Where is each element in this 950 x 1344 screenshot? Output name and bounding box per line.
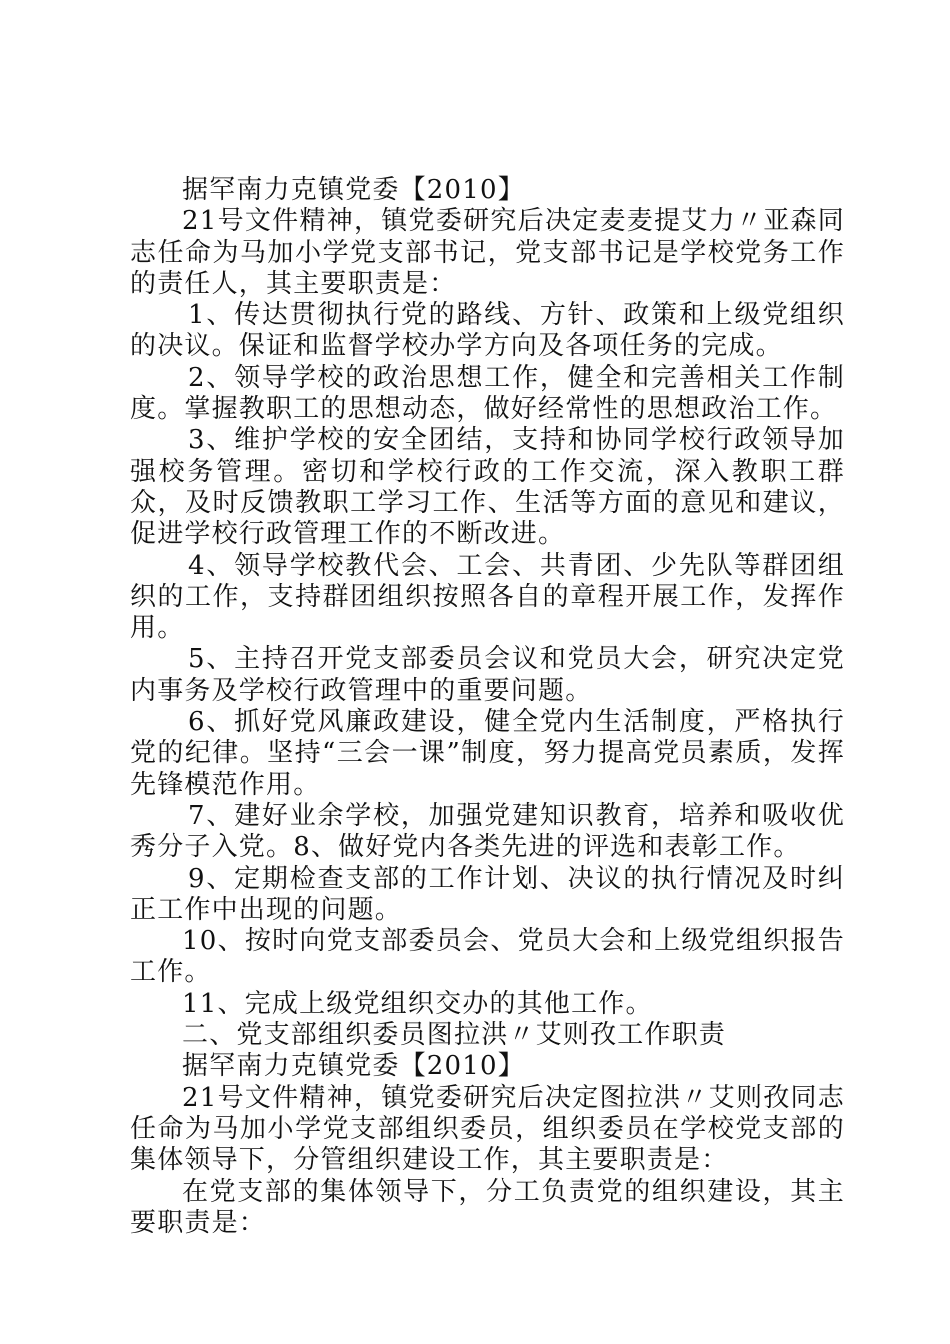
paragraph-duties-lead: 在党支部的集体领导下，分工负责党的组织建设，其主要职责是： [130,1176,845,1238]
document-page [0,175,950,1239]
duty-item-4: 4、领导学校教代会、工会、共青团、少先队等群团组织的工作，支持群团组织按照各自的章程开展工作，发挥作用。 [130,550,845,644]
paragraph-intro-2: 21号文件精神，镇党委研究后决定麦麦提艾力〃亚森同志任命为马加小学党支部书记，党支部书记是学校党务工作的责任人，其主要职责是： [130,206,845,299]
duty-item-2: 2、领导学校的政治思想工作，健全和完善相关工作制度。掌握教职工的思想动态，做好经常性的思想政治工作。 [130,362,845,425]
duty-item-6: 6、抓好党风廉政建设，健全党内生活制度，严格执行党的纪律。坚持“三会一课”制度，努力提高党员素质，发挥先锋模范作用。 [130,707,845,800]
section-heading-2: 二、党支部组织委员图拉洪〃艾则孜工作职责 [182,1020,727,1051]
paragraph-intro-3: 据罕南力克镇党委【2010】 [182,1051,525,1082]
duty-item-7-8: 7、建好业余学校，加强党建知识教育，培养和吸收优秀分子入党。8、做好党内各类先进的评选和表彰工作。 [130,800,845,863]
duty-item-5: 5、主持召开党支部委员会议和党员大会，研究决定党内事务及学校行政管理中的重要问题。 [130,644,845,706]
duty-item-9: 9、定期检查支部的工作计划、决议的执行情况及时纠正工作中出现的问题。 [130,863,845,925]
paragraph-intro-1: 据罕南力克镇党委【2010】 [182,175,525,205]
paragraph-intro-4: 21号文件精神，镇党委研究后决定图拉洪〃艾则孜同志任命为马加小学党支部组织委员，组织委员在学校党支部的集体领导下，分管组织建设工作，其主要职责是： [130,1082,845,1176]
duty-item-1: 1、传达贯彻执行党的路线、方针、政策和上级党组织的决议。保证和监督学校办学方向及各项任务的完成。 [130,300,845,362]
duty-item-11: 11、完成上级党组织交办的其他工作。 [182,988,653,1019]
duty-item-3: 3、维护学校的安全团结，支持和协同学校行政领导加强校务管理。密切和学校行政的工作交流，深入教职工群众，及时反馈教职工学习工作、生活等方面的意见和建议，促进学校行政管理工作的不断改进。 [130,425,845,550]
duty-item-10: 10、按时向党支部委员会、党员大会和上级党组织报告工作。 [130,926,845,988]
